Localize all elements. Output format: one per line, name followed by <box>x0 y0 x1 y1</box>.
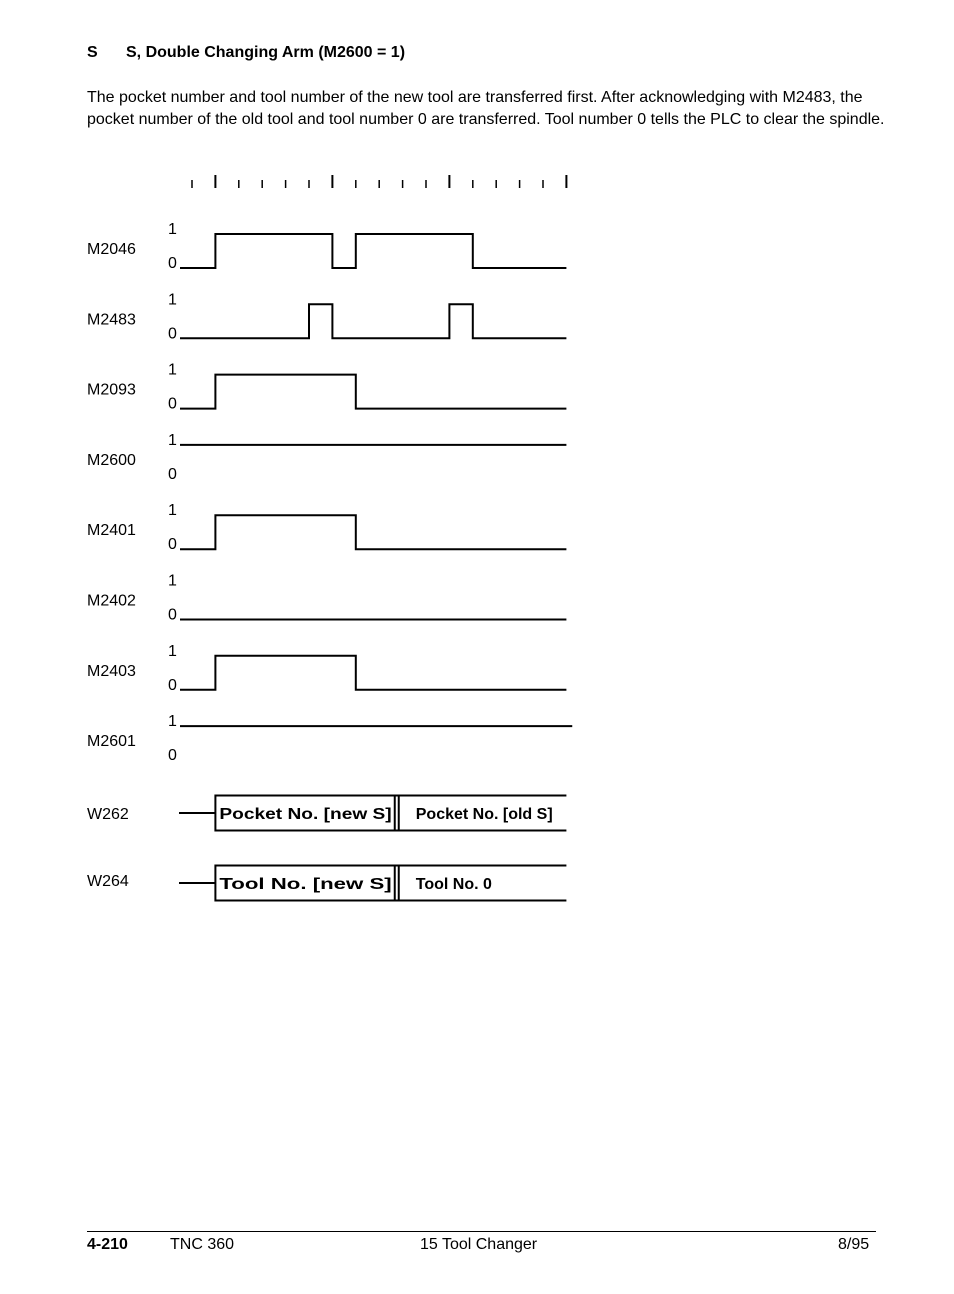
signal-label: M2403 <box>87 662 136 680</box>
high-level-label: 1 <box>168 502 177 520</box>
footer-chapter: 15 Tool Changer <box>420 1236 538 1253</box>
signal-label: M2600 <box>87 451 136 469</box>
low-level-label: 0 <box>168 325 177 343</box>
high-level-label: 1 <box>168 291 177 309</box>
section-title-suffix: (M2600 = 1) <box>318 44 406 61</box>
signal-label: M2601 <box>87 733 136 751</box>
footer-page-number: 4-210 <box>87 1236 128 1253</box>
waveform-m2046 <box>180 234 566 268</box>
low-level-label: 0 <box>168 606 177 624</box>
footer-divider <box>87 1231 876 1232</box>
waveform-m2483 <box>180 304 566 338</box>
word-second-value: Tool No. 0 <box>415 876 492 893</box>
word-first-value: Pocket No. [new S] <box>219 806 392 823</box>
word-label: W264 <box>87 873 129 890</box>
low-level-label: 0 <box>168 465 177 483</box>
intro-paragraph: The pocket number and tool number of the new tool are transferred first. After acknowledging with M2483, the pocket number of the old tool and tool number 0 are transferred. Tool number 0 tells the PLC to clear the spindle. <box>87 89 885 128</box>
section-letter: S <box>87 44 98 61</box>
low-level-label: 0 <box>168 536 177 554</box>
waveform-m2093 <box>180 375 566 409</box>
signal-label: M2483 <box>87 311 136 329</box>
high-level-label: 1 <box>168 221 177 238</box>
word-first-value: Tool No. [new S] <box>219 876 392 893</box>
word-second-value: Pocket No. [old S] <box>415 806 553 823</box>
signal-label: M2401 <box>87 522 136 540</box>
low-level-label: 0 <box>168 747 177 765</box>
high-level-label: 1 <box>168 713 177 731</box>
high-level-label: 1 <box>168 642 177 660</box>
low-level-label: 0 <box>168 676 177 694</box>
waveform-m2403 <box>180 656 566 690</box>
waveform-m2401 <box>180 515 566 549</box>
section-title: S, Double Changing Arm <box>126 44 314 61</box>
signal-label: M2093 <box>87 381 136 399</box>
high-level-label: 1 <box>168 361 177 379</box>
low-level-label: 0 <box>168 255 177 272</box>
low-level-label: 0 <box>168 395 177 413</box>
footer-date: 8/95 <box>838 1236 870 1253</box>
high-level-label: 1 <box>168 572 177 590</box>
signal-label: M2046 <box>87 241 136 258</box>
word-label: W262 <box>87 806 129 823</box>
signal-label: M2402 <box>87 592 136 610</box>
footer-product: TNC 360 <box>170 1236 235 1253</box>
high-level-label: 1 <box>168 431 177 449</box>
